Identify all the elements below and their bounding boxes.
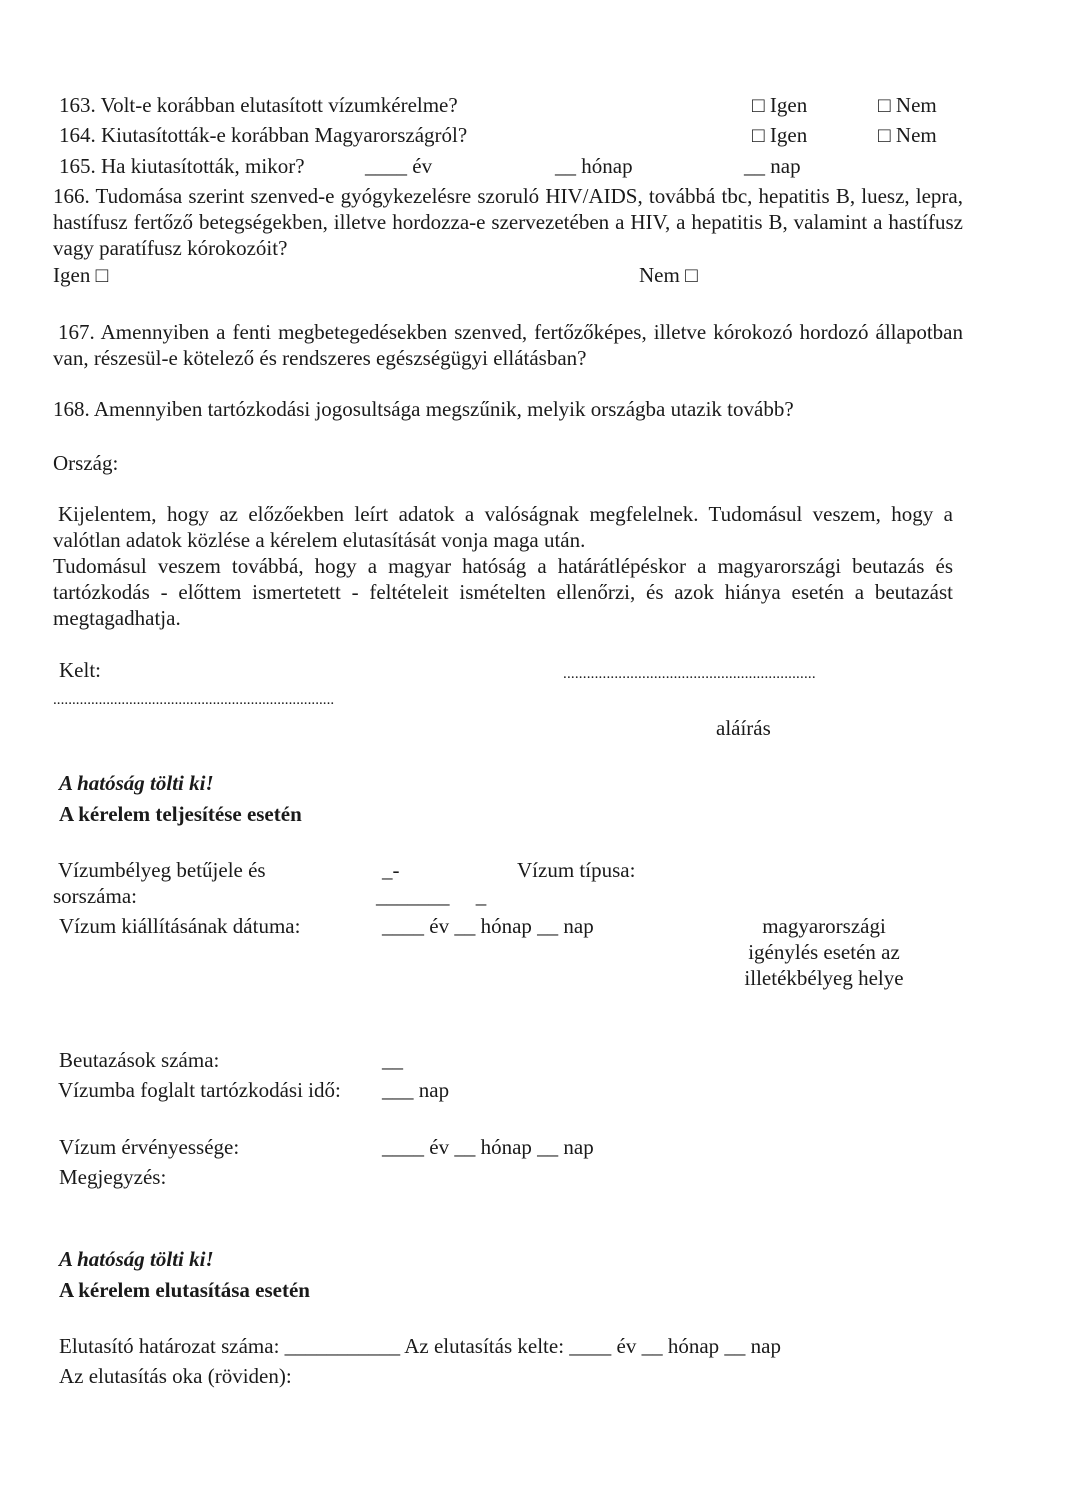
q163-no-checkbox[interactable]: □ Nem (878, 93, 937, 117)
stamp-number-label: Vízumbélyeg betűjele és sorszáma: (53, 858, 266, 908)
entries-field[interactable]: __ (382, 1048, 403, 1072)
q165-month-field[interactable]: __ hónap (555, 154, 633, 178)
q166-no-checkbox[interactable]: Nem □ (639, 263, 698, 287)
q164-no-checkbox[interactable]: □ Nem (878, 123, 937, 147)
stay-duration-label: Vízumba foglalt tartózkodási idő: (58, 1078, 341, 1102)
kelt-label: Kelt: (59, 658, 101, 682)
question-165: 165. Ha kiutasították, mikor? (59, 154, 305, 178)
q163-yes-checkbox[interactable]: □ Igen (752, 93, 808, 117)
stay-duration-field[interactable]: ___ nap (382, 1078, 450, 1102)
rejection-decision-line[interactable]: Elutasító határozat száma: ___________ Az elutasítás kelte: ____ év __ hónap __ nap (59, 1334, 781, 1358)
validity-field[interactable]: ____ év __ hónap __ nap (382, 1135, 594, 1159)
stamp-number-underline: _______ _ (376, 884, 487, 908)
stamp-number-field[interactable]: _- (382, 858, 400, 882)
question-164: 164. Kiutasították-e korábban Magyarországról? (59, 123, 468, 147)
rejection-heading: A hatóság tölti ki! (59, 1247, 214, 1271)
approval-heading: A hatóság tölti ki! (59, 771, 214, 795)
rejection-reason-label: Az elutasítás oka (röviden): (59, 1364, 292, 1388)
issue-date-field[interactable]: ____ év __ hónap __ nap (382, 914, 594, 938)
declaration-paragraph-2: Tudomásul veszem továbbá, hogy a magyar hatóság a határátlépéskor a magyarországi beutazás és tartózkodás - előttem ismertetett - feltételeit ismételten ellenőrzi, és azok hiánya esetén a beutazást megtagadhatja. (53, 554, 953, 630)
question-163: 163. Volt-e korábban elutasított vízumkérelme? (59, 93, 458, 117)
q165-day-field[interactable]: __ nap (744, 154, 801, 178)
validity-label: Vízum érvényessége: (59, 1135, 240, 1159)
question-166: 166. Tudomása szerint szenved-e gyógykezelésre szoruló HIV/AIDS, továbbá tbc, hepatitis B, luesz, lepra, hastífusz fertőző betegségekben, illetve hordozza-e szervezetében a HIV, a hepatitis B, valamint a hastífusz vagy paratífusz kórokozóit? (53, 184, 963, 260)
signature-line[interactable]: ................................................................ (563, 666, 816, 682)
approval-subheading: A kérelem teljesítése esetén (59, 802, 302, 826)
issue-date-label: Vízum kiállításának dátuma: (59, 914, 301, 938)
rejection-subheading: A kérelem elutasítása esetén (59, 1278, 310, 1302)
fee-stamp-placeholder: magyarországi igénylés esetén az illetékbélyeg helye (744, 914, 904, 990)
visa-type-label: Vízum típusa: (517, 858, 636, 882)
q166-yes-checkbox[interactable]: Igen □ (53, 263, 109, 287)
signature-label: aláírás (716, 716, 771, 740)
entries-label: Beutazások száma: (59, 1048, 220, 1072)
date-line[interactable]: .......................................................................... (53, 692, 335, 708)
declaration-paragraph-1: Kijelentem, hogy az előzőekben leírt adatok a valóságnak megfelelnek. Tudomásul veszem, hogy a valótlan adatok közlése a kérelem elutasítását vonja maga után. (53, 502, 953, 552)
q164-yes-checkbox[interactable]: □ Igen (752, 123, 808, 147)
question-167: 167. Amennyiben a fenti megbetegedésekben szenved, fertőzőképes, illetve kórokozó hordozó állapotban van, részesül-e kötelező és rendszeres egészségügyi ellátásban? (53, 320, 963, 370)
q165-year-field[interactable]: ____ év (365, 154, 433, 178)
notes-label: Megjegyzés: (59, 1165, 167, 1189)
question-168: 168. Amennyiben tartózkodási jogosultsága megszűnik, melyik országba utazik tovább? (53, 397, 794, 421)
country-label: Ország: (53, 451, 119, 475)
